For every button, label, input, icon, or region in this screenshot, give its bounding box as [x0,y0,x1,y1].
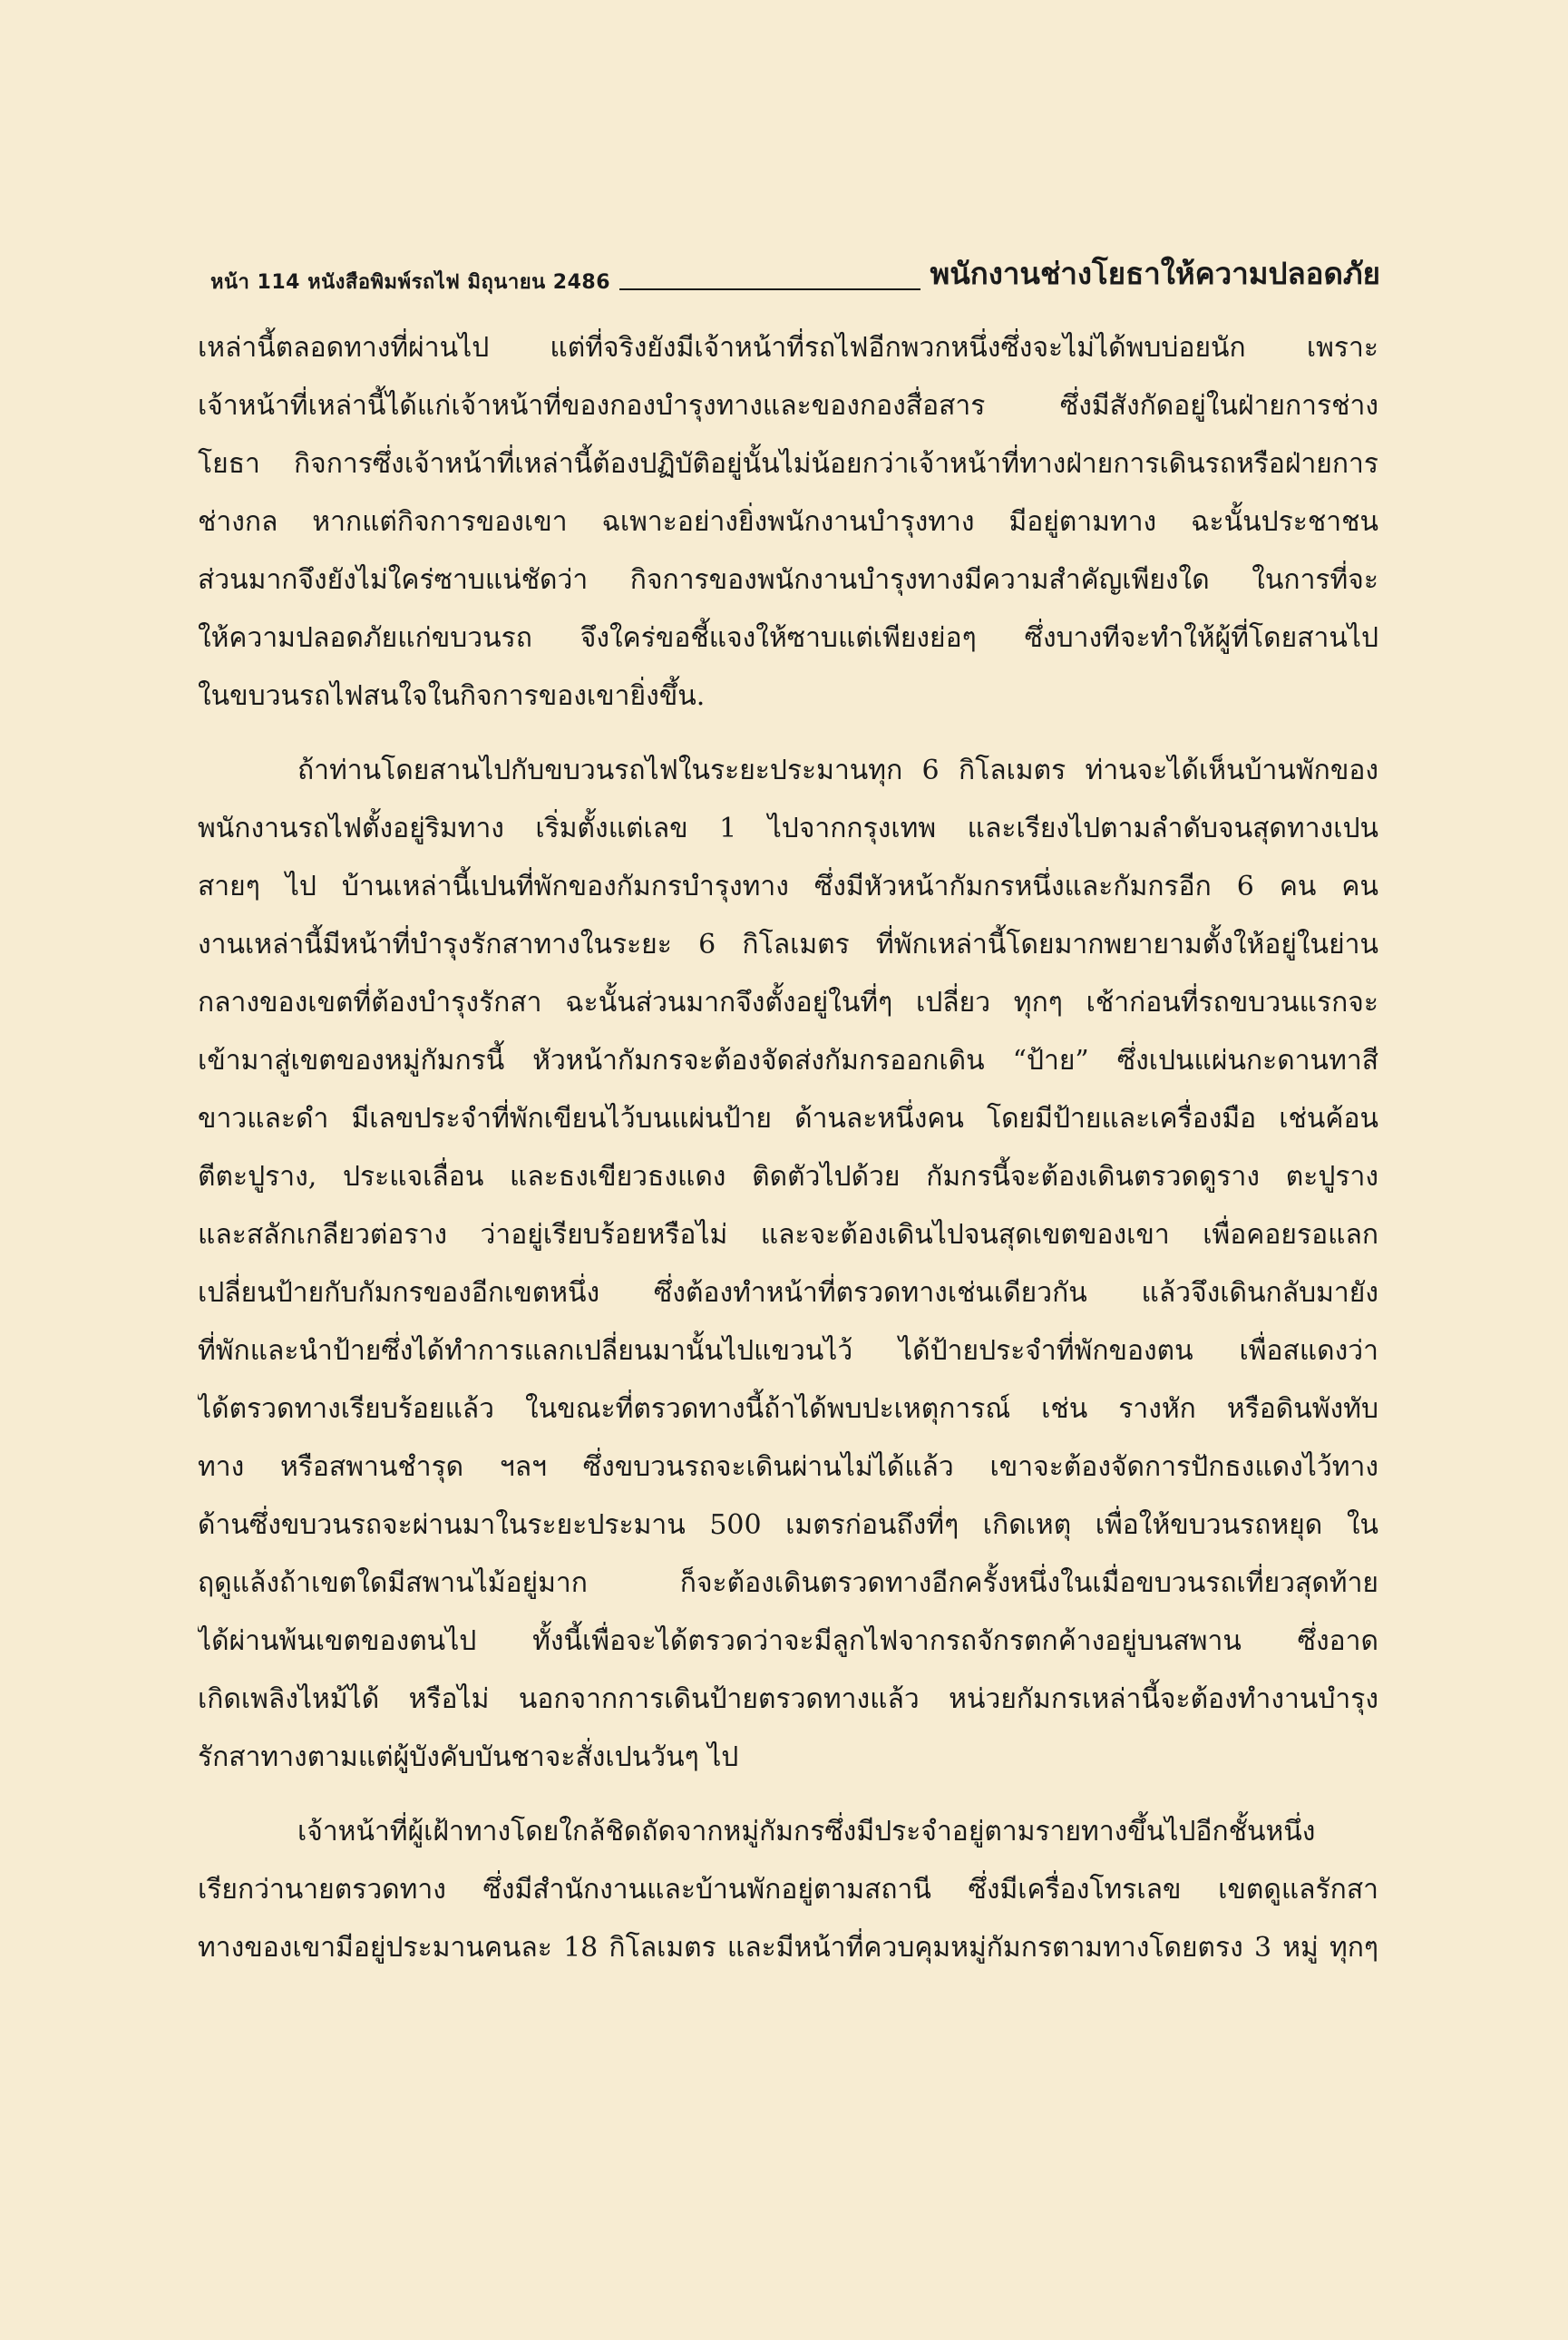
text-line: งานเหล่านี้มีหน้าที่บำรุงรักสาทางในระยะ 6 กิโลเมตร ที่พักเหล่านี้โดยมากพยายามตั้งให้อยู่ในย่าน [198,929,1378,960]
text-line: ในขบวนรถไฟสนใจในกิจการของเขายิ่งขึ้น. [198,680,706,712]
text-line: เกิดเพลิงไหม้ได้ หรือไม่ นอกจากการเดินป้ายตรวดทางแล้ว หน่วยกัมกรเหล่านี้จะต้องทำงานบำรุง [198,1683,1378,1715]
paragraph-gap [198,1787,1378,1803]
text-line: เปลี่ยนป้ายกับกัมกรของอีกเขตหนึ่ง ซึ่งต้องทำหน้าที่ตรวดทางเช่นเดียวกัน แล้วจึงเดินกลับมายัง [198,1277,1378,1309]
text-line: ตีตะปูราง, ประแจเลื่อน และธงเขียวธงแดง ติดตัวไปด้วย กัมกรนี้จะต้องเดินตรวดดูราง ตะปูราง [198,1161,1378,1193]
text-line: รักสาทางตามแต่ผู้บังคับบันชาจะสั่งเปนวันๆ ไป [198,1741,739,1773]
text-line: โยธา กิจการซึ่งเจ้าหน้าที่เหล่านี้ต้องปฏิบัติอยู่นั้นไม่น้อยกว่าเจ้าหน้าที่ทางฝ่ายการเดินรถหรือฝ่ายการ [198,448,1378,480]
text-line: เรียกว่านายตรวดทาง ซึ่งมีสำนักงานและบ้านพักอยู่ตามสถานี ซึ่งมีเครื่องโทรเลข เขตดูแลรักสา [198,1874,1378,1906]
text-line: ให้ความปลอดภัยแก่ขบวนรถ จึงใคร่ขอชี้แจงให้ซาบแต่เพียงย่อๆ ซึ่งบางทีจะทำให้ผู้ที่โดยสานไป [198,622,1378,654]
text-line: ทาง หรือสพานชำรุด ฯลฯ ซึ่งขบวนรถจะเดินผ่านไม่ได้แล้ว เขาจะต้องจัดการปักธงแดงไว้ทาง [198,1451,1378,1483]
text-line: พนักงานรถไฟตั้งอยู่ริมทาง เริ่มตั้งแต่เลข 1 ไปจากกรุงเทพ และเรียงไปตามลำดับจนสุดทางเปน [198,813,1378,844]
text-line: ฤดูแล้งถ้าเขตใดมีสพานไม้อยู่มาก ก็จะต้องเดินตรวดทางอีกครั้งหนึ่งในเมื่อขบวนรถเที่ยวสุดท้าย [198,1567,1378,1599]
text-line: ทางของเขามีอยู่ประมานคนละ 18 กิโลเมตร และมีหน้าที่ควบคุมหมู่กัมกรตามทางโดยตรง 3 หมู่ ทุกๆ [198,1932,1378,1964]
header-rule [619,288,920,290]
text-line: เหล่านี้ตลอดทางที่ผ่านไป แต่ที่จริงยังมีเจ้าหน้าที่รถไฟอีกพวกหนึ่งซึ่งจะไม่ได้พบบ่อยนัก เพราะ [198,332,1378,364]
header-page-info: หน้า 114 หนังสือพิมพ์รถไฟ มิถุนายน 2486 [210,271,611,294]
text-line: ถ้าท่านโดยสานไปกับขบวนรถไฟในระยะประมานทุก 6 กิโลเมตร ท่านจะได้เห็นบ้านพักของ [297,755,1378,786]
text-line: เจ้าหน้าที่เหล่านี้ได้แก่เจ้าหน้าที่ของกองบำรุงทางและของกองสื่อสาร ซึ่งมีสังกัดอยู่ในฝ่ายการช่าง [198,390,1378,422]
header-article-title: พนักงานช่างโยธาให้ความปลอดภัย [930,256,1380,291]
text-line: เข้ามาสู่เขตของหมู่กัมกรนี้ หัวหน้ากัมกรจะต้องจัดส่งกัมกรออกเดิน “ป้าย” ซึ่งเปนแผ่นกะดานทาสี [198,1045,1378,1077]
paragraph-1 [198,319,1378,726]
text-line: ที่พักและนำป้ายซึ่งได้ทำการแลกเปลี่ยนมานั้นไปแขวนไว้ ได้ป้ายประจำที่พักของตน เพื่อสแดงว่า [198,1335,1378,1367]
paragraph-2 [198,742,1378,1787]
running-header [210,243,1380,297]
text-line: สายๆ ไป บ้านเหล่านี้เปนที่พักของกัมกรบำรุงทาง ซึ่งมีหัวหน้ากัมกรหนึ่งและกัมกรอีก 6 คน คน [198,871,1378,902]
text-line: กลางของเขตที่ต้องบำรุงรักสา ฉะนั้นส่วนมากจึงตั้งอยู่ในที่ๆ เปลี่ยว ทุกๆ เช้าก่อนที่รถขบวนแรกจะ [198,987,1378,1019]
paragraph-3 [198,1803,1378,1977]
article-body [198,319,1378,1977]
text-line: ด้านซึ่งขบวนรถจะผ่านมาในระยะประมาน 500 เมตรก่อนถึงที่ๆ เกิดเหตุ เพื่อให้ขบวนรถหยุด ใน [198,1509,1378,1541]
text-line: ส่วนมากจึงยังไม่ใคร่ซาบแน่ชัดว่า กิจการของพนักงานบำรุงทางมีความสำคัญเพียงใด ในการที่จะ [198,564,1378,596]
text-line: ได้ตรวดทางเรียบร้อยแล้ว ในขณะที่ตรวดทางนี้ถ้าได้พบปะเหตุการณ์ เช่น รางหัก หรือดินพังทับ [198,1393,1378,1425]
text-line: ได้ผ่านพ้นเขตของตนไป ทั้งนี้เพื่อจะได้ตรวดว่าจะมีลูกไฟจากรถจักรตกค้างอยู่บนสพาน ซึ่งอาด [198,1625,1378,1657]
text-line: และสลักเกลียวต่อราง ว่าอยู่เรียบร้อยหรือไม่ และจะต้องเดินไปจนสุดเขตของเขา เพื่อคอยรอแลก [198,1219,1378,1251]
paragraph-gap [198,726,1378,742]
text-line: เจ้าหน้าที่ผู้เฝ้าทางโดยใกล้ชิดถัดจากหมู่กัมกรซึ่งมีประจำอยู่ตามรายทางขึ้นไปอีกชั้นหนึ่ง [297,1816,1316,1848]
text-line: ขาวและดำ มีเลขประจำที่พักเขียนไว้บนแผ่นป้าย ด้านละหนึ่งคน โดยมีป้ายและเครื่องมือ เช่นค้อน [198,1103,1378,1135]
text-line: ช่างกล หากแต่กิจการของเขา ฉเพาะอย่างยิ่งพนักงานบำรุงทาง มีอยู่ตามทาง ฉะนั้นประชาชน [198,506,1378,538]
